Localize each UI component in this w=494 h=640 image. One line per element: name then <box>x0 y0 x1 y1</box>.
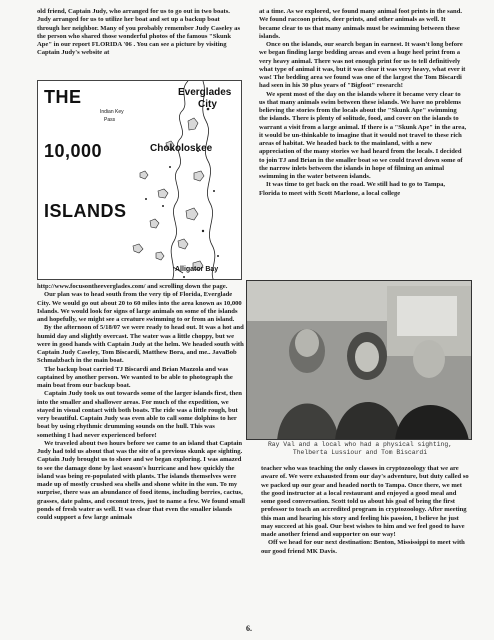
map-label-pass: Pass <box>104 117 116 123</box>
paragraph: teacher who was teaching the only classes in cryptozoology that we are aware of. We were exhausted from our day's adventure, but duty called so we packed up our gear and headed north to Tampa. Once there, we met the good instructor at a local restaurant and enjoyed a good meal and some good conversation. Scott told us about his goal of being the first professor to teach an accredited program in cryptozoology. After meeting this man and hearing his story and feeling his passion, I believe he just may succeed at his goal. Our best wishes to him and we feel good to have made another friend and supporter on our way! <box>261 465 469 538</box>
article-column-2-bottom <box>261 465 469 556</box>
map-title-number: 10,000 <box>44 141 103 161</box>
map-label-alligator-bay: Alligator Bay <box>175 266 219 273</box>
map-label-indian-key: Indian Key <box>100 109 124 115</box>
ten-thousand-islands-map <box>37 80 242 280</box>
map-title-islands: ISLANDS <box>44 201 127 221</box>
paragraph: old friend, Captain Judy, who arranged for us to go out in two boats. Judy arranged for us to utilize her boat and set up a backup boat through her neighbor. Many of you probably remember Judy Caseley as the person who shared those wonderful photos of the famous "Skunk Ape" in our report FLORIDA '06 . You can see a picture by visiting Captain Judy's website at <box>37 8 241 57</box>
paragraph: It was time to get back on the road. We still had to go to Tampa, Florida to meet with Scott Marlone, a local college <box>259 181 446 197</box>
paragraph: We traveled about two hours before we came to an island that Captain Judy had told us about that was the site of a previous skunk ape sighting. Captain Judy brought us to shore and we began exploring. I was amazed to see the damage done by last season's hurricane and how quickly the island was being re-populated with plants. The islands themselves were made up of mostly crushed sea shells and shone white in the sun. To my surprise, there was an abundance of food items, including berries, cactus, grasses, date palms, and coconut trees, just to name a few. We found small ponds of fresh water as well. It was clear that even the smaller islands could support a few large animals <box>37 439 246 521</box>
paragraph: Once on the islands, our search began in earnest. It wasn't long before we began finding large bedding areas and even a huge heel print from a very heavy animal. There was not enough print for us to tell definitively what type of animal it was, but it was clear it was very heavy, what ever it was! The bedding area we found was one of the largest the Tom Biscardi had seen in his 30 plus years of "Bigfoot" research! <box>259 41 466 90</box>
photo-caption <box>247 441 473 457</box>
paragraph: Captain Judy took us out towards some of the larger islands first, then into the smaller and shallower areas. For much of the expedition, we stayed in visual contact with both boats. The ride was a little rough, but very beautiful. Captain Judy was even able to call some dolphins to her boat by using rhythmic drumming sounds on the hull. This was something I had never experienced before! <box>37 390 242 439</box>
paragraph: Our plan was to head south from the very tip of Florida, Everglade City. We would go out about 20 to 60 miles into the area known as 10,000 Islands. We would look for signs of large animals on some of the islands and hopefully, we might see a creature swimming to or from an island. <box>37 291 242 323</box>
paragraph: http://www.focusontheeverglades.com/ and scrolling down the page. <box>37 283 228 290</box>
map-title-the: THE <box>44 87 82 107</box>
paragraph: By the afternoon of 5/18/07 we were ready to head out. It was a hot and humid day and slightly overcast. The water was a little choppy, but we were in good hands with Captain Judy at the helm. We headed south with Captain Judy Caseley, Tom Biscardi, Matthew Bora, and me.. JavaBob Schmalzbach in the main boat. <box>37 324 244 365</box>
photo-drawing <box>247 281 472 440</box>
page-number: 6. <box>246 624 252 633</box>
group-photo <box>246 280 472 440</box>
article-column-1-bottom <box>37 283 245 522</box>
map-label-city: City <box>198 99 217 110</box>
map-label-chokoloskee: Chokoloskee <box>150 143 213 154</box>
article-column-1-top <box>37 8 243 58</box>
paragraph: We spent most of the day on the islands where it became very clear to us that many animals swim between these islands. We have no problems believing the stories from the locals about the "Skunk Ape" swimming the islands. There is plenty of solitude, food, and cover on the islands to warrant a visit from a large animal. If there is a "Skunk Ape" in the area, it would be un-thinkable to imagine that it would not travel to these rich areas of habitat. We headed back to the mainland, with a new appreciation of the many stories we had heard from the locals. I decided to join TJ and Brian in the smaller boat so we could travel down some of the narrow inlets between the islands in hope of filming an animal swimming in the water between islands. <box>259 90 467 180</box>
article-column-2-top <box>259 8 467 198</box>
map-drawing <box>38 81 242 280</box>
map-label-everglades: Everglades <box>178 87 232 98</box>
caption-line-1: Ray Val and a local who had a physical sighting, <box>267 441 453 448</box>
paragraph: at a time. As we explored, we found many animal foot prints in the sand. We found raccoon prints, deer prints, and other animals as well. It became clear to us that many animals must be swimming between these islands. <box>259 8 463 40</box>
paragraph: Off we head for our next destination: Benton, Mississippi to meet with our good friend MK Davis. <box>261 539 465 555</box>
caption-line-2: Thelberta Lussiour and Tom Biscardi <box>292 449 428 456</box>
paragraph: The backup boat carried TJ Biscardi and Brian Mazzola and was captained by another person. We wanted to be able to photograph the main boat from our backup boat. <box>37 365 233 389</box>
